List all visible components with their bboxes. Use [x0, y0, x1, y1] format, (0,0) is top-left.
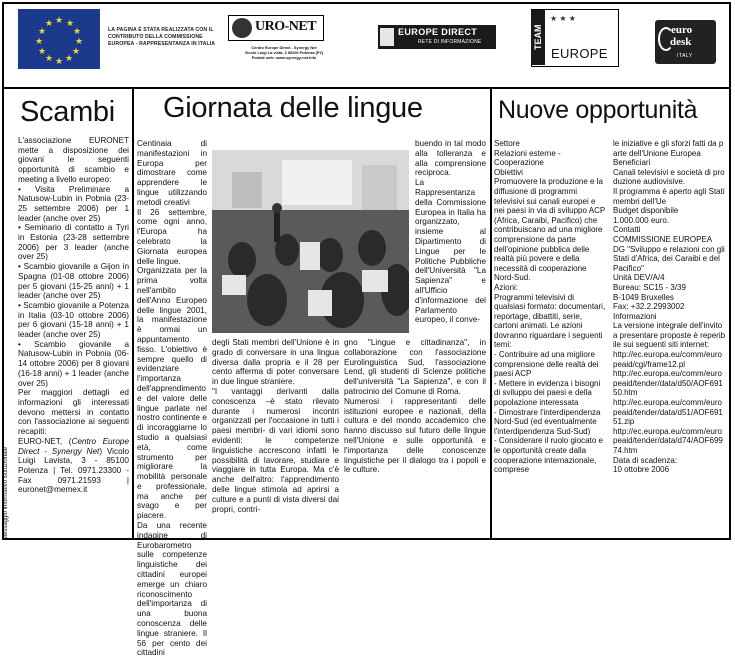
nuove-link[interactable]: http://ec.europa.eu/comm/europeaid/tender/data/d74/AOF69974.htm — [613, 426, 723, 455]
classroom-photo — [212, 150, 409, 333]
team-europe-label: EUROPE — [551, 46, 608, 61]
nuove-line: DG "Sviluppo e relazioni con gli Stati d'Africa, dei Caraibi e del Pacifico" — [613, 244, 725, 273]
nuove-line: Il programma è aperto agli Stati membri dell'Ue — [613, 186, 725, 206]
globe-icon — [232, 18, 252, 38]
stars-icon: ★ ★ ★ — [550, 14, 576, 23]
header-divider — [2, 87, 731, 89]
nuove-line: Contatti — [613, 225, 641, 235]
euronet-logo-text: URO-NET — [255, 19, 317, 34]
nuove-line: Data di scadenza: — [613, 455, 678, 465]
scambi-paragraph: Per maggiori dettagli ed informazioni gli interessati devono mettersi in contatto con l'associazione ai seguenti recapiti: — [18, 388, 129, 437]
euronet-contact-info — [232, 45, 336, 60]
nuove-line: - Mettere in evidenza i bisogni di sviluppo dei paesi e della popolazione interessata — [494, 378, 601, 408]
nuove-line: B-1049 Bruxelles — [613, 292, 674, 302]
contact-pre: EURO-NET, ( — [18, 436, 72, 446]
svg-text:★: ★ — [34, 37, 44, 47]
team-label: TEAM — [531, 10, 545, 65]
svg-text:★: ★ — [64, 54, 74, 64]
svg-text:★: ★ — [54, 57, 64, 67]
eurodesk-text-3: ITALY — [677, 53, 693, 59]
svg-text:★: ★ — [54, 16, 64, 26]
info-icon — [380, 28, 394, 46]
scambi-item: • Visita Preliminare a Natusow-Lubin in Pobnia (23-25 settembre 2006) per 1 leader (anche over 25) — [18, 184, 129, 223]
giornata-paragraph: "I vantaggi derivanti dalla conoscenza –è stato rilevato durante i numerosi incontri organizzati per l'occasione in tutti i paesi membri- di vari idiomi sono evidenti: le competenze linguistiche accrescono infatti le possibilità di lavorare, studiare e viaggiare in tutta Europa. Ma c'è anche dell'altro: l'apprendimento delle lingue stimola ad aprirsi a culture e a punti di vista diversi dai propri, contri- — [212, 386, 339, 514]
nuove-link[interactable]: http://ec.europa.eu/comm/europeaid/tender/data/d51/AOF69151.zip — [613, 398, 723, 427]
svg-text:★: ★ — [44, 54, 54, 64]
side-label: Messaggio informativo istituzionale — [3, 446, 9, 540]
nuove-line: Canali televisivi e società di produzione audiovisive. — [613, 167, 725, 187]
europe-direct-logo — [378, 25, 496, 49]
nuove-line: Azioni: — [494, 282, 519, 292]
giornata-paragraph: degli Stati membri dell'Unione è in grado di conversare in una lingua diversa dalla propria e il 28 per cento afferma di poter conversare in due lingue straniere. — [212, 338, 339, 387]
giornata-paragraph: gno "Lingue e cittadinanza", in collaborazione con l'associazione Eurolinguistica Sud, l'associazione Lend, gli studenti di Scienze politiche dell'università "La Sapienza", e con il patrocinio del Comune di Roma. — [344, 338, 486, 396]
nuove-line: Unità DEV/A/4 — [613, 273, 665, 283]
nuove-line: La versione integrale dell'invito a presentare proposte è reperibile sui seguenti siti internet: — [613, 321, 726, 350]
contact-line: Centro Europe Direct - Synergy Net — [251, 45, 317, 50]
giornata-paragraph: Da una recente indagine di Eurobarometro sulle competenze linguistiche dei cittadini europei emerge un chiaro riconoscimento dell'importanza di una buona conoscenza delle lingue straniere. Il 56 per cento dei cittadini — [137, 521, 207, 658]
nuove-column-2 — [613, 139, 726, 475]
scambi-heading: Scambi — [20, 96, 115, 128]
nuove-link[interactable]: http://ec.europa.eu/comm/europeaid/cgi/frame12.pl — [613, 350, 722, 369]
eu-flag-logo — [18, 9, 100, 69]
europe-direct-title: EUROPE DIRECT — [398, 27, 478, 37]
nuove-line: 10 ottobre 2006 — [613, 465, 670, 475]
nuove-line: Programmi televisivi di qualsiasi formato: documentari, reportage, dibattiti, serie, cartoni animati. Le azioni dovranno riguardare i seguenti temi: — [494, 292, 606, 350]
scambi-contact — [18, 437, 129, 495]
giornata-paragraph: Il 26 settembre, come ogni anno, l'Europa ha celebrato la Giornata europea delle lingue. — [137, 207, 207, 266]
column-divider-right — [490, 88, 492, 540]
svg-text:★: ★ — [37, 47, 47, 57]
giornata-paragraph: Numerosi i rappresentanti delle istituzioni europee e nazionali, della cultura e del mondo accademico che hanno discusso sul futuro delle lingue nell'Unione e sulle opportunità e l'importanza delle conoscenze linguistiche per il dialogo tra i popoli e le culture. — [344, 396, 486, 475]
eurodesk-text-1: euro — [671, 24, 693, 36]
nuove-line: 1.000.000 euro. — [613, 215, 670, 225]
scambi-item: • Seminario di contatto a Tyri in Estonia (23-28 settembre 2006) per 3 leader (anche over 25) — [18, 223, 129, 262]
giornata-paragraph: Organizzata per la prima volta nell'ambito dell'Anno Europeo delle lingue 2001, la manifestazione è ormai un appuntamento fisso. L'obiettivo è sempre quello di evidenziare l'importanza dell'apprendimento e del valore delle lingue parlate nel nostro continente e di incoraggiarne lo studio a qualsiasi età, come strumento per migliorare la mobilità personale e professionale, ma anche per svago e per piacere. — [137, 266, 207, 521]
eurodesk-text-2: desk — [670, 36, 692, 48]
eurodesk-logo — [655, 20, 716, 64]
giornata-column-3-bottom — [344, 338, 486, 475]
svg-text:★: ★ — [71, 47, 81, 57]
contact-post: ) Vicolo Luigi Lavista, 3 - 85100 Potenza | Tel. 0971.23300 - Fax 0971.21593 | euronet@memex.it — [18, 446, 129, 495]
euronet-logo — [228, 15, 324, 41]
giornata-heading: Giornata delle lingue — [163, 92, 423, 124]
nuove-line: Obiettivi — [494, 167, 523, 177]
nuove-line: Budget disponibile — [613, 206, 679, 216]
contact-line: Vicolo Luigi La vista, 3 85100 Potenza (PZ) — [244, 50, 324, 55]
column-divider-left — [132, 88, 134, 540]
giornata-column-3-top — [415, 139, 486, 325]
nuove-column-1 — [494, 139, 607, 475]
giornata-column-2 — [212, 338, 339, 514]
nuove-line: le iniziative e gli sforzi fatti da parte dell'Unione Europea — [613, 139, 724, 158]
giornata-paragraph: Centinaia di manifestazioni in Europa per dimostrare come apprendere le lingue utilizzando metodi creativi — [137, 139, 207, 207]
nuove-link[interactable]: http://ec.europa.eu/comm/europeaid/tender/data/d50/AOF69150.htm — [613, 369, 723, 398]
nuove-heading: Nuove opportunità — [498, 96, 698, 124]
scambi-item: • Scambio giovanile a Natusow-Lubin in Pobnia (06-14 ottobre 2006) per 8 giovani (16-18 anni) + 1 leader (anche over 25) — [18, 339, 129, 388]
nuove-line: COMMISSIONE EUROPEA — [613, 234, 713, 244]
giornata-column-1 — [137, 139, 207, 658]
nuove-line: Promuovere la produzione e la diffusione di programmi televisivi sui canali europei e nei paesi in via di sviluppo ACP (Africa, Caraibi, Pacifico) che contribuiscano ad una migliore comprensione da parte dell'opinione pubblica delle realtà più povere e della necessità di cooperazione Nord-Sud. — [494, 177, 606, 283]
nuove-line: - Contribuire ad una migliore comprensione delle realtà dei paesi ACP — [494, 350, 599, 379]
team-europe-logo — [531, 9, 619, 67]
giornata-paragraph: buendo in tal modo alla tolleranza e alla comprensione reciproca. — [415, 139, 486, 178]
eu-contribution-notice: LA PAGINA È STATA REALIZZATA CON IL CONTRIBUTO DELLA COMMISSIONE EUROPEA - RAPPRESENTANZA IN ITALIA — [108, 27, 216, 48]
scambi-column — [18, 136, 129, 495]
svg-text:★: ★ — [44, 19, 54, 29]
scambi-item: • Scambio giovanile a Gijon in Spagna (01-08 ottobre 2006) per 5 giovani (15-25 anni) + 1 leader (anche over 25) — [18, 262, 129, 301]
nuove-line: Settore — [494, 139, 520, 148]
svg-text:★: ★ — [74, 37, 84, 47]
scambi-item: • Scambio giovanile a Potenza in Italia (03-10 ottobre 2006) per 6 giovani (15-18 anni) + 1 leader (anche over 25) — [18, 300, 129, 340]
nuove-line: Beneficiari — [613, 158, 651, 168]
nuove-line: Informazioni — [613, 311, 657, 321]
nuove-line: Relazioni esterne - Cooperazione — [494, 148, 561, 168]
nuove-line: Fax: +32.2.2993002 — [613, 302, 685, 312]
scambi-paragraph: L'associazione EURONET mette a disposizione dei giovani le seguenti opportunità di scambio e meeting a livello europeo: — [18, 136, 129, 184]
svg-text:★: ★ — [37, 27, 47, 37]
nuove-line: - Dimostrare l'interdipendenza Nord-Sud (ed eventualmente l'interdipendenza Sud-Sud) — [494, 407, 601, 436]
contact-line: Portale web: www.synergy-net.info — [251, 55, 317, 60]
svg-text:★: ★ — [72, 27, 82, 37]
giornata-paragraph: La Rappresentanza della Commissione Europea in Italia ha organizzato, insieme al Dipartimento di Lingue per le Politiche Pubbliche dell'Università "La Sapienza" e all'Ufficio d'informazione del Parlamento europeo, il conve- — [415, 178, 486, 325]
europe-direct-subtitle: RETE DI INFORMAZIONE — [418, 39, 482, 45]
contact-italic: Centro Europe Direct - Synergy Net — [18, 436, 129, 456]
svg-text:★: ★ — [65, 19, 75, 29]
nuove-line: Bureau: SC15 - 3/39 — [613, 282, 686, 292]
nuove-line: - Considerare il ruolo giocato e le opportunità create dalla cooperazione internazionale, comprese — [494, 436, 603, 475]
